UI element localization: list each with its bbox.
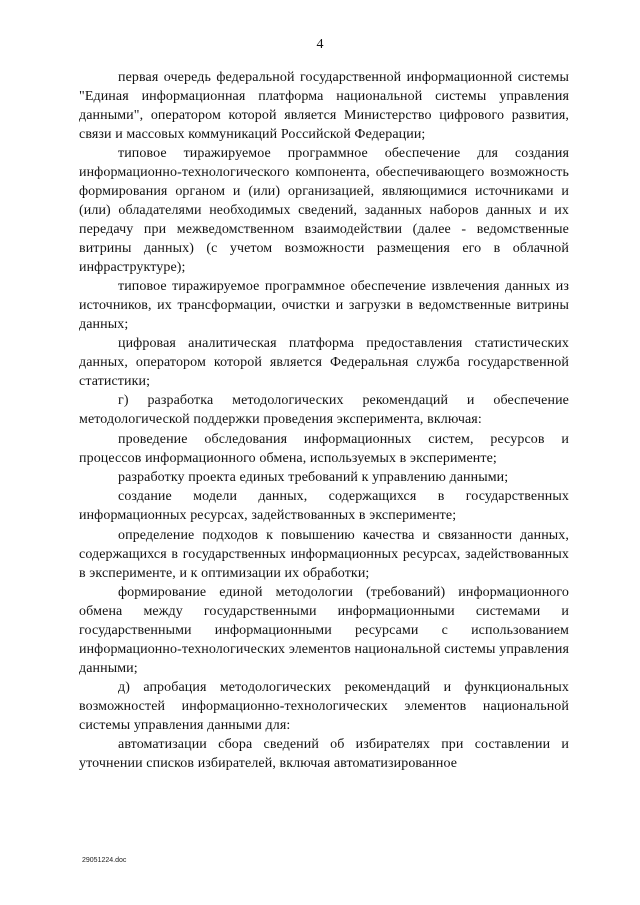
paragraph: цифровая аналитическая платформа предоставления статистических данных, оператором которой является Федеральная служба государственной статистики; — [79, 336, 569, 389]
paragraph: проведение обследования информационных систем, ресурсов и процессов информационного обмена, используемых в эксперименте; — [79, 431, 569, 466]
paragraph: создание модели данных, содержащихся в государственных информационных ресурсах, задействованных в эксперименте; — [79, 489, 569, 524]
paragraph: г) разработка методологических рекомендаций и обеспечение методологической поддержки проведения эксперимента, включая: — [79, 393, 569, 428]
body-text — [79, 69, 569, 775]
paragraph: формирование единой методологии (требований) информационного обмена между государственными информационными системами и государственными информационными ресурсами с использованием информационно-технологических элементов национальной системы управления данными; — [79, 584, 569, 676]
paragraph: определение подходов к повышению качества и связанности данных, содержащихся в государственных информационных ресурсах, задействованных в эксперименте, и к оптимизации их обработки; — [79, 527, 569, 581]
paragraph: д) апробация методологических рекомендаций и функциональных возможностей информационно-технологических элементов национальной системы управления данными для: — [79, 680, 569, 733]
paragraph: типовое тиражируемое программное обеспечение извлечения данных из источников, их трансформации, очистки и загрузки в ведомственные витрины данных; — [79, 278, 569, 332]
footer-filename: 29051224.doc — [82, 857, 127, 864]
paragraph: первая очередь федеральной государственной информационной системы "Единая информационная платформа национальной системы управления данными", оператором которой является Министерство цифрового развития, связи и массовых коммуникаций Российской Федерации; — [79, 70, 569, 142]
paragraph: автоматизации сбора сведений об избирателях при составлении и уточнении списков избирателей, включая автоматизированное — [79, 737, 569, 772]
paragraph: разработку проекта единых требований к управлению данными; — [118, 470, 509, 486]
page-number: 4 — [316, 37, 324, 52]
paragraph: типовое тиражируемое программное обеспечение для создания информационно-технологического компонента, обеспечивающего возможность формирования органом и (или) организацией, являющимися источниками и (или) обладателями необходимых сведений, заданных наборов данных и их передачу при межведомственном взаимодействии (далее - ведомственные витрины данных) (с учетом возможности размещения его в облачной инфраструктуре); — [79, 146, 569, 275]
